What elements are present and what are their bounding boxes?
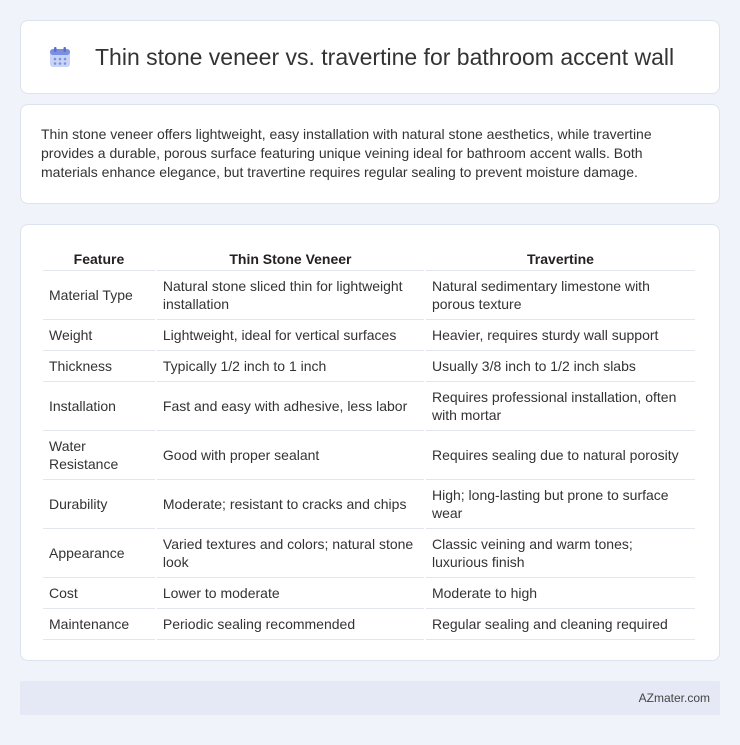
row-veneer-value: Periodic sealing recommended: [157, 609, 424, 640]
row-feature: Weight: [43, 320, 155, 351]
row-feature: Durability: [43, 480, 155, 529]
row-travertine-value: Moderate to high: [426, 578, 695, 609]
summary-card: [20, 104, 720, 204]
table-row: [43, 578, 695, 609]
footer-brand[interactable]: AZmater.com: [638, 691, 710, 705]
row-feature: Thickness: [43, 351, 155, 382]
row-travertine-value: Natural sedimentary limestone with porous texture: [426, 271, 695, 320]
row-travertine-value: Requires sealing due to natural porosity: [426, 431, 695, 480]
row-feature: Material Type: [43, 271, 155, 320]
column-header-travertine: Travertine: [426, 245, 695, 271]
row-travertine-value: Usually 3/8 inch to 1/2 inch slabs: [426, 351, 695, 382]
column-header-feature: Feature: [43, 245, 155, 271]
row-veneer-value: Fast and easy with adhesive, less labor: [157, 382, 424, 431]
row-travertine-value: High; long-lasting but prone to surface wear: [426, 480, 695, 529]
row-feature: Appearance: [43, 529, 155, 578]
row-veneer-value: Typically 1/2 inch to 1 inch: [157, 351, 424, 382]
row-veneer-value: Natural stone sliced thin for lightweight installation: [157, 271, 424, 320]
table-row: [43, 320, 695, 351]
table-row: [43, 480, 695, 529]
table-row: [43, 609, 695, 640]
summary-text: Thin stone veneer offers lightweight, easy installation with natural stone aesthetics, while travertine provides a durable, porous surface featuring unique veining ideal for bathroom accent walls. Both materials enhance elegance, but travertine requires regular sealing to prevent moisture damage.: [41, 126, 652, 180]
row-veneer-value: Good with proper sealant: [157, 431, 424, 480]
row-feature: Maintenance: [43, 609, 155, 640]
page-title: Thin stone veneer vs. travertine for bathroom accent wall: [95, 43, 675, 70]
footer: [20, 681, 720, 715]
row-feature: Cost: [43, 578, 155, 609]
row-feature: Installation: [43, 382, 155, 431]
row-travertine-value: Requires professional installation, often with mortar: [426, 382, 695, 431]
row-veneer-value: Lightweight, ideal for vertical surfaces: [157, 320, 424, 351]
table-row: [43, 351, 695, 382]
row-veneer-value: Varied textures and colors; natural stone look: [157, 529, 424, 578]
table-row: [43, 529, 695, 578]
calendar-icon: [47, 44, 73, 70]
row-feature: Water Resistance: [43, 431, 155, 480]
column-header-thin-stone-veneer: Thin Stone Veneer: [157, 245, 424, 271]
comparison-table: [41, 245, 697, 640]
row-travertine-value: Heavier, requires sturdy wall support: [426, 320, 695, 351]
row-veneer-value: Moderate; resistant to cracks and chips: [157, 480, 424, 529]
row-travertine-value: Regular sealing and cleaning required: [426, 609, 695, 640]
table-row: [43, 271, 695, 320]
row-travertine-value: Classic veining and warm tones; luxurious finish: [426, 529, 695, 578]
table-row: [43, 431, 695, 480]
title-card: [20, 20, 720, 94]
table-row: [43, 382, 695, 431]
comparison-table-card: [20, 224, 720, 661]
row-veneer-value: Lower to moderate: [157, 578, 424, 609]
